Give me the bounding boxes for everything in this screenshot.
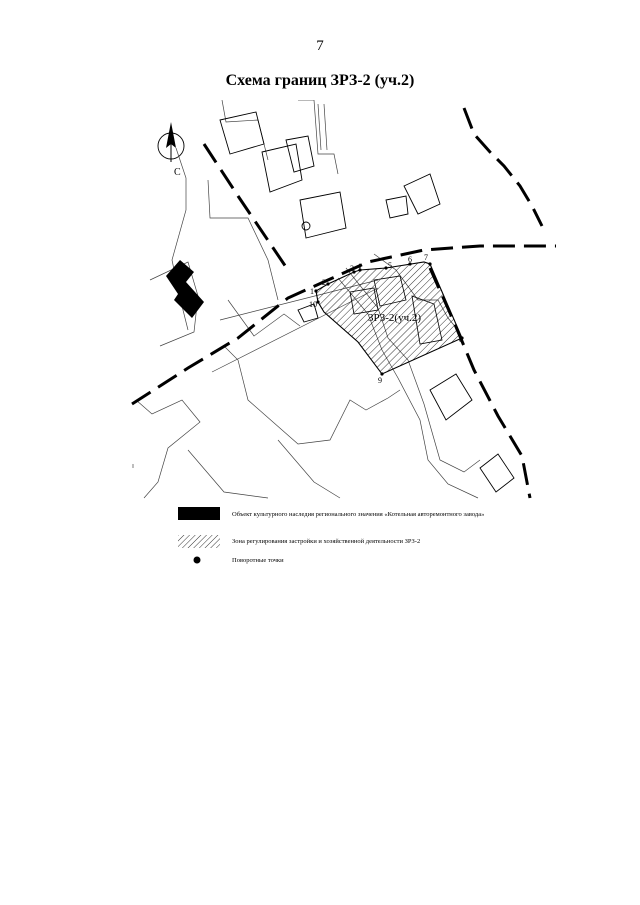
legend-swatch-zone [178, 535, 220, 548]
point-label-6: 6 [408, 255, 412, 264]
heritage-object [166, 260, 204, 318]
boundary-map [128, 100, 560, 500]
point-label-3: 3 [350, 264, 354, 273]
legend-label-zone: Зона регулирования застройки и хозяйственной деятельности ЗРЗ-2 [232, 538, 421, 545]
legend-label-points: Поворотные точки [232, 557, 284, 564]
north-label: С [174, 167, 181, 178]
legend-label-heritage: Объект культурного наследия регионального значения «Котельная авторемонтного завода» [232, 511, 485, 518]
point-label-4: 4 [357, 262, 361, 271]
point-label-5: 5 [388, 261, 392, 270]
point-label-1: 1 [310, 287, 314, 296]
page-title: Схема границ ЗРЗ-2 (уч.2) [225, 72, 415, 89]
point-label-9: 9 [378, 376, 382, 385]
point-label-7: 7 [424, 253, 428, 262]
point-label-10: 10 [309, 300, 317, 309]
point-label-2: 2 [322, 278, 326, 287]
legend-swatch-heritage [178, 507, 220, 520]
north-arrow-icon [158, 122, 184, 162]
point-label-8: 8 [459, 335, 463, 344]
legend-point-icon [192, 555, 202, 565]
zone-label: ЗРЗ-2(уч.2) [368, 312, 422, 324]
page-number: 7 [316, 38, 324, 54]
